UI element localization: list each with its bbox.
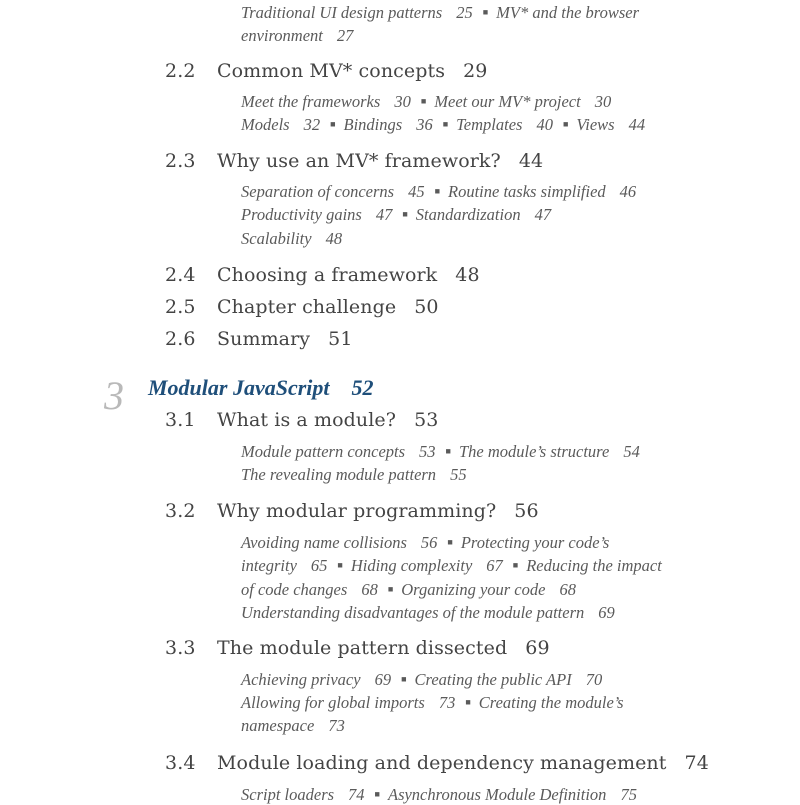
subsection-title: Meet the frameworks bbox=[241, 92, 381, 111]
subsection-entry[interactable] bbox=[241, 3, 483, 22]
separator-icon: ■ bbox=[442, 119, 449, 129]
separator-icon: ■ bbox=[374, 789, 380, 799]
subsection-entry[interactable] bbox=[241, 785, 375, 804]
subsection-title: The revealing module pattern bbox=[241, 465, 437, 484]
subsection-line bbox=[241, 115, 655, 135]
separator-icon: ■ bbox=[562, 119, 569, 129]
separator-icon: ■ bbox=[447, 537, 453, 547]
subsection-entry[interactable] bbox=[241, 115, 330, 134]
section-title-wrap bbox=[217, 296, 439, 318]
section-entry[interactable] bbox=[165, 328, 765, 352]
subsection-title: Separation of concerns bbox=[241, 182, 395, 201]
section-page: 50 bbox=[414, 296, 439, 318]
subsection-title: Organizing your code bbox=[401, 580, 546, 599]
subsection-page: 48 bbox=[325, 229, 343, 248]
section-number: 2.5 bbox=[165, 296, 196, 318]
subsection-title: integrity bbox=[241, 556, 297, 575]
subsection-page: 36 bbox=[416, 115, 433, 134]
section-page: 69 bbox=[525, 637, 550, 659]
subsection-entry[interactable] bbox=[415, 670, 613, 689]
separator-icon: ■ bbox=[387, 584, 394, 594]
section-number: 2.4 bbox=[165, 264, 196, 286]
subsection-entry[interactable] bbox=[351, 556, 513, 575]
subsection-title: Bindings bbox=[343, 115, 403, 134]
subsection-entry[interactable] bbox=[241, 603, 625, 622]
subsection-entry[interactable] bbox=[241, 716, 355, 735]
subsection-line bbox=[241, 533, 609, 553]
subsection-line bbox=[241, 3, 639, 23]
subsection-entry[interactable] bbox=[526, 556, 662, 575]
subsection-page: 68 bbox=[361, 580, 378, 599]
subsection-line bbox=[241, 205, 561, 225]
section-number: 3.2 bbox=[165, 500, 196, 522]
subsection-page: 53 bbox=[419, 442, 436, 461]
subsection-page: 27 bbox=[336, 26, 354, 45]
section-entry[interactable] bbox=[165, 296, 765, 320]
separator-icon: ■ bbox=[482, 7, 489, 17]
separator-icon: ■ bbox=[401, 674, 407, 684]
subsection-line bbox=[241, 556, 662, 576]
subsection-entry[interactable] bbox=[241, 670, 401, 689]
chapter-page: 52 bbox=[351, 375, 374, 400]
section-page: 56 bbox=[514, 500, 539, 522]
section-title: Summary bbox=[217, 328, 311, 350]
subsection-entry[interactable] bbox=[241, 533, 447, 552]
section-title-wrap bbox=[217, 409, 438, 431]
section-page: 53 bbox=[414, 409, 439, 431]
section-entry[interactable] bbox=[165, 637, 765, 661]
separator-icon: ■ bbox=[402, 209, 408, 219]
subsection-page: 56 bbox=[420, 533, 438, 552]
subsection-page: 32 bbox=[303, 115, 321, 134]
subsection-entry[interactable] bbox=[241, 556, 337, 575]
subsection-entry[interactable] bbox=[241, 442, 446, 461]
section-number: 3.1 bbox=[165, 409, 196, 431]
subsection-page: 73 bbox=[328, 716, 345, 735]
separator-icon: ■ bbox=[420, 96, 427, 106]
section-title: What is a module? bbox=[217, 409, 397, 431]
separator-icon: ■ bbox=[512, 560, 519, 570]
subsection-title: environment bbox=[241, 26, 323, 45]
section-title: Choosing a framework bbox=[217, 264, 438, 286]
subsection-entry[interactable] bbox=[344, 115, 443, 134]
section-title: Why modular programming? bbox=[217, 500, 497, 522]
section-number: 2.2 bbox=[165, 60, 196, 82]
subsection-line bbox=[241, 182, 646, 202]
section-title-wrap bbox=[217, 752, 709, 774]
subsection-title: Hiding complexity bbox=[350, 556, 473, 575]
subsection-title: Templates bbox=[456, 115, 523, 134]
subsection-entry[interactable] bbox=[461, 533, 609, 552]
separator-icon: ■ bbox=[445, 446, 451, 456]
section-title-wrap bbox=[217, 637, 550, 659]
subsection-title: Avoiding name collisions bbox=[241, 533, 407, 552]
subsection-title: of code changes bbox=[241, 580, 348, 599]
subsection-title: Achieving privacy bbox=[241, 670, 361, 689]
subsection-line bbox=[241, 580, 586, 600]
subsection-entry[interactable] bbox=[576, 115, 655, 134]
subsection-line bbox=[241, 693, 624, 713]
section-title-wrap bbox=[217, 60, 487, 82]
chapter-title[interactable] bbox=[148, 375, 374, 401]
subsection-page: 70 bbox=[585, 670, 603, 689]
section-number: 3.3 bbox=[165, 637, 196, 659]
subsection-page: 68 bbox=[559, 580, 576, 599]
subsection-entry[interactable] bbox=[241, 580, 388, 599]
subsection-page: 25 bbox=[456, 3, 473, 22]
subsection-title: MV* and the browser bbox=[496, 3, 640, 22]
subsection-entry[interactable] bbox=[241, 92, 421, 111]
subsection-entry[interactable] bbox=[434, 92, 621, 111]
subsection-page: 73 bbox=[438, 693, 456, 712]
subsection-title: Asynchronous Module Definition bbox=[387, 785, 607, 804]
subsection-page: 44 bbox=[628, 115, 646, 134]
subsection-title: Reducing the impact bbox=[526, 556, 662, 575]
section-page: 74 bbox=[684, 752, 709, 774]
section-title: Module loading and dependency management bbox=[217, 752, 667, 774]
subsection-title: Scalability bbox=[241, 229, 312, 248]
subsection-page: 45 bbox=[408, 182, 425, 201]
section-page: 29 bbox=[463, 60, 488, 82]
subsection-page: 75 bbox=[620, 785, 637, 804]
subsection-entry[interactable] bbox=[241, 465, 477, 484]
subsection-entry[interactable] bbox=[241, 229, 352, 248]
section-entry[interactable] bbox=[165, 500, 765, 524]
separator-icon: ■ bbox=[330, 119, 336, 129]
section-entry[interactable] bbox=[165, 60, 765, 84]
subsection-title: Creating the module’s bbox=[478, 693, 624, 712]
subsection-entry[interactable] bbox=[459, 442, 650, 461]
subsection-page: 55 bbox=[450, 465, 467, 484]
section-title: Common MV* concepts bbox=[217, 60, 446, 82]
separator-icon: ■ bbox=[434, 186, 440, 196]
subsection-title: Module pattern concepts bbox=[241, 442, 406, 461]
subsection-title: The module’s structure bbox=[458, 442, 610, 461]
subsection-title: Understanding disadvantages of the module pattern bbox=[241, 603, 585, 622]
subsection-title: Views bbox=[576, 115, 615, 134]
subsection-page: 47 bbox=[375, 205, 393, 224]
subsection-entry[interactable] bbox=[241, 26, 363, 45]
subsection-page: 30 bbox=[594, 92, 612, 111]
subsection-page: 65 bbox=[310, 556, 328, 575]
section-title-wrap bbox=[217, 150, 543, 172]
separator-icon: ■ bbox=[465, 697, 471, 707]
section-page: 48 bbox=[455, 264, 480, 286]
subsection-title: Productivity gains bbox=[241, 205, 362, 224]
subsection-title: Allowing for global imports bbox=[241, 693, 425, 712]
subsection-title: Script loaders bbox=[241, 785, 335, 804]
section-page: 44 bbox=[518, 150, 544, 172]
subsection-title: Standardization bbox=[415, 205, 521, 224]
subsection-line bbox=[241, 92, 621, 112]
section-title: The module pattern dissected bbox=[217, 637, 508, 659]
chapter-number: 3 bbox=[104, 373, 124, 418]
subsection-page: 74 bbox=[348, 785, 365, 804]
section-title-wrap bbox=[217, 264, 480, 286]
subsection-page: 69 bbox=[374, 670, 392, 689]
subsection-page: 30 bbox=[394, 92, 411, 111]
section-number: 3.4 bbox=[165, 752, 196, 774]
separator-icon: ■ bbox=[337, 560, 343, 570]
subsection-entry[interactable] bbox=[388, 785, 647, 804]
subsection-line bbox=[241, 670, 612, 690]
section-title-wrap bbox=[217, 328, 353, 350]
section-page: 51 bbox=[328, 328, 353, 350]
section-entry[interactable] bbox=[165, 752, 765, 776]
subsection-page: 69 bbox=[598, 603, 615, 622]
subsection-line bbox=[241, 785, 647, 805]
section-title-wrap bbox=[217, 500, 539, 522]
subsection-entry[interactable] bbox=[241, 182, 435, 201]
subsection-title: namespace bbox=[241, 716, 315, 735]
section-number: 2.3 bbox=[165, 150, 196, 172]
subsection-page: 47 bbox=[534, 205, 552, 224]
subsection-entry[interactable] bbox=[416, 205, 561, 224]
section-number: 2.6 bbox=[165, 328, 196, 350]
subsection-entry[interactable] bbox=[496, 3, 639, 22]
section-entry[interactable] bbox=[165, 409, 765, 433]
subsection-entry[interactable] bbox=[456, 115, 563, 134]
section-entry[interactable] bbox=[165, 264, 765, 288]
section-entry[interactable] bbox=[165, 150, 765, 174]
subsection-page: 54 bbox=[623, 442, 640, 461]
subsection-title: Creating the public API bbox=[414, 670, 572, 689]
subsection-title: Routine tasks simplified bbox=[448, 182, 606, 201]
subsection-entry[interactable] bbox=[448, 182, 646, 201]
subsection-line bbox=[241, 229, 352, 249]
section-title: Chapter challenge bbox=[217, 296, 397, 318]
subsection-page: 67 bbox=[486, 556, 503, 575]
subsection-line bbox=[241, 442, 650, 462]
subsection-entry[interactable] bbox=[479, 693, 624, 712]
subsection-title: Traditional UI design patterns bbox=[241, 3, 443, 22]
subsection-line bbox=[241, 26, 363, 46]
subsection-line bbox=[241, 465, 477, 485]
subsection-title: Models bbox=[241, 115, 290, 134]
chapter-title-text: Modular JavaScript bbox=[148, 375, 330, 400]
subsection-page: 46 bbox=[619, 182, 637, 201]
subsection-line bbox=[241, 603, 625, 623]
subsection-entry[interactable] bbox=[241, 205, 402, 224]
subsection-line bbox=[241, 716, 355, 736]
subsection-entry[interactable] bbox=[241, 693, 465, 712]
subsection-entry[interactable] bbox=[401, 580, 586, 599]
subsection-page: 40 bbox=[536, 115, 553, 134]
subsection-title: Meet our MV* project bbox=[434, 92, 581, 111]
section-title: Why use an MV* framework? bbox=[217, 150, 501, 172]
subsection-title: Protecting your code’s bbox=[460, 533, 610, 552]
